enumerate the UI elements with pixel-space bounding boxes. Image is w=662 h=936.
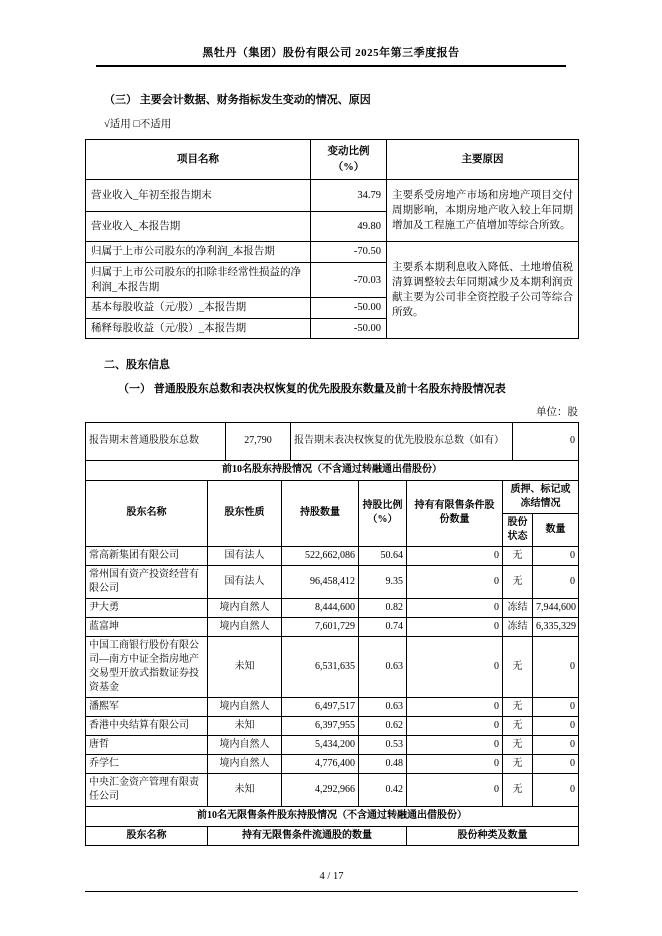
col-header-nature: 股东性质: [208, 480, 282, 546]
cell-qty: 7,944,600: [533, 598, 579, 617]
cell-status: 无: [503, 716, 533, 735]
cell-nature: 境内自然人: [208, 754, 282, 773]
col-header-unrestricted-name: 股东名称: [86, 826, 208, 845]
table-row: [86, 565, 579, 598]
cell-qty: 0: [533, 546, 579, 565]
cell-restricted: 0: [407, 636, 503, 697]
cell-ratio: 0.62: [359, 716, 407, 735]
cell-nature: 未知: [208, 716, 282, 735]
cell-ratio: -70.03: [311, 263, 387, 298]
col-header-shares: 持股数量: [282, 480, 359, 546]
cell-shareholder-name: 潘熙军: [86, 697, 208, 716]
cell-restricted: 0: [407, 773, 503, 806]
section-change-heading: （三） 主要会计数据、财务指标发生变动的情况、原因: [104, 94, 371, 106]
cell-restricted: 0: [407, 697, 503, 716]
table-row: [86, 598, 579, 617]
cell-ratio: 0.74: [359, 617, 407, 636]
table-row: [86, 180, 579, 212]
unrestricted-title-row: [86, 806, 579, 826]
cell-shares: 6,531,635: [282, 636, 359, 697]
cell-ratio: 0.42: [359, 773, 407, 806]
cell-qty: 0: [533, 735, 579, 754]
change-table: [85, 139, 579, 339]
top10-header-row: [86, 480, 579, 513]
table-row: [86, 242, 579, 263]
cell-shares: 6,497,517: [282, 697, 359, 716]
cell-reason-revenue: 主要系受房地产市场和房地产项目交付周期影响，本期房地产收入较上年同期增加及工程施工产值增加等综合所致。: [387, 180, 579, 242]
cell-restricted: 0: [407, 565, 503, 598]
cell-ratio: -70.50: [311, 242, 387, 263]
cell-status: 无: [503, 773, 533, 806]
top10-title: 前10名股东持股情况（不含通过转融通出借股份）: [86, 460, 579, 480]
cell-shareholder-name: 常高新集团有限公司: [86, 546, 208, 565]
unrestricted-header-row: [86, 826, 579, 845]
cell-restricted: 0: [407, 735, 503, 754]
col-header-share-type: 股份种类及数量: [407, 826, 579, 845]
summary-row: [86, 422, 579, 460]
cell-shareholder-name: 中国工商银行股份有限公司—南方中证全指房地产交易型开放式指数证券投资基金: [86, 636, 208, 697]
cell-item: 稀释每股收益（元/股）_本报告期: [86, 318, 311, 338]
cell-ratio: -50.00: [311, 298, 387, 318]
cell-qty: 0: [533, 716, 579, 735]
cell-item: 基本每股收益（元/股）_本报告期: [86, 298, 311, 318]
cell-status: 无: [503, 565, 533, 598]
cell-shareholder-name: 蓝富坤: [86, 617, 208, 636]
cell-ratio: 49.80: [311, 212, 387, 242]
cell-nature: 境内自然人: [208, 697, 282, 716]
cell-qty: 6,335,329: [533, 617, 579, 636]
cell-restricted: 0: [407, 716, 503, 735]
col-header-restricted: 持有有限售条件股份数量: [407, 480, 503, 546]
cell-nature: 境内自然人: [208, 617, 282, 636]
cell-restricted: 0: [407, 546, 503, 565]
col-header-unrestricted-shares: 持有无限售条件流通股的数量: [208, 826, 407, 845]
cell-nature: 境内自然人: [208, 598, 282, 617]
table-row: [86, 735, 579, 754]
page-number: 4 / 17: [319, 871, 344, 882]
table-row: [86, 636, 579, 697]
cell-ratio: 0.63: [359, 697, 407, 716]
cell-qty: 0: [533, 773, 579, 806]
table-row: [86, 617, 579, 636]
cell-shareholder-name: 尹大勇: [86, 598, 208, 617]
col-header-shareholder-name: 股东名称: [86, 480, 208, 546]
cell-qty: 0: [533, 754, 579, 773]
col-header-qty: 数量: [533, 513, 579, 546]
cell-shares: 96,458,412: [282, 565, 359, 598]
shareholders-subheading: （一） 普通股股东总数和表决权恢复的优先股股东数量及前十名股东持股情况表: [118, 382, 506, 395]
report-header-title: 黑牡丹（集团）股份有限公司 2025年第三季度报告: [96, 44, 566, 67]
cell-item: 营业收入_本报告期: [86, 212, 311, 242]
cell-status: 无: [503, 546, 533, 565]
cell-ratio: 0.48: [359, 754, 407, 773]
cell-status: 无: [503, 697, 533, 716]
change-table-header-row: [86, 140, 579, 180]
cell-item: 归属于上市公司股东的扣除非经常性损益的净利润_本报告期: [86, 263, 311, 298]
cell-item: 营业收入_年初至报告期末: [86, 180, 311, 212]
col-header-reason: 主要原因: [387, 140, 579, 180]
preferred-shareholders-label: 报告期末表决权恢复的优先股股东总数（如有）: [291, 422, 513, 460]
cell-nature: 境内自然人: [208, 735, 282, 754]
cell-status: 冻结: [503, 617, 533, 636]
cell-nature: 国有法人: [208, 565, 282, 598]
cell-status: 冻结: [503, 598, 533, 617]
applicability-note: √适用 □不适用: [104, 119, 172, 130]
shareholder-summary-table: [85, 422, 579, 461]
common-shareholders-label: 报告期末普通股股东总数: [86, 422, 226, 460]
cell-shareholder-name: 唐哲: [86, 735, 208, 754]
cell-qty: 0: [533, 565, 579, 598]
cell-ratio: 34.79: [311, 180, 387, 212]
cell-shares: 6,397,955: [282, 716, 359, 735]
col-header-item: 项目名称: [86, 140, 311, 180]
cell-shares: 522,662,086: [282, 546, 359, 565]
table-row: [86, 697, 579, 716]
top10-title-row: [86, 460, 579, 480]
col-header-ratio: 变动比例（%）: [311, 140, 387, 180]
table-row: [86, 716, 579, 735]
cell-restricted: 0: [407, 617, 503, 636]
cell-shareholder-name: 香港中央结算有限公司: [86, 716, 208, 735]
preferred-shareholders-value: 0: [513, 422, 579, 460]
unrestricted-title: 前10名无限售条件股东持股情况（不含通过转融通出借股份）: [86, 806, 579, 826]
page-footer: [85, 871, 578, 892]
cell-nature: 未知: [208, 636, 282, 697]
common-shareholders-value: 27,790: [226, 422, 291, 460]
cell-status: 无: [503, 735, 533, 754]
cell-ratio: 0.63: [359, 636, 407, 697]
cell-restricted: 0: [407, 754, 503, 773]
cell-shares: 4,292,966: [282, 773, 359, 806]
cell-status: 无: [503, 754, 533, 773]
cell-ratio: 50.64: [359, 546, 407, 565]
cell-shares: 5,434,200: [282, 735, 359, 754]
cell-nature: 国有法人: [208, 546, 282, 565]
cell-qty: 0: [533, 697, 579, 716]
cell-shareholder-name: 乔学仁: [86, 754, 208, 773]
table-row: [86, 546, 579, 565]
cell-item: 归属于上市公司股东的净利润_本报告期: [86, 242, 311, 263]
table-row: [86, 754, 579, 773]
cell-restricted: 0: [407, 598, 503, 617]
col-header-ratio: 持股比例（%）: [359, 480, 407, 546]
unit-label: 单位：股: [536, 406, 578, 418]
col-header-pledge-group: 质押、标记或冻结情况: [503, 480, 579, 513]
cell-shares: 8,444,600: [282, 598, 359, 617]
cell-shares: 4,776,400: [282, 754, 359, 773]
top10-shareholders-table: [85, 460, 579, 846]
cell-qty: 0: [533, 636, 579, 697]
cell-shareholder-name: 中央汇金资产管理有限责任公司: [86, 773, 208, 806]
col-header-status: 股份状态: [503, 513, 533, 546]
shareholders-heading: 二、股东信息: [104, 358, 170, 371]
cell-status: 无: [503, 636, 533, 697]
cell-nature: 未知: [208, 773, 282, 806]
table-row: [86, 773, 579, 806]
cell-shareholder-name: 常州国有资产投资经营有限公司: [86, 565, 208, 598]
cell-ratio: -50.00: [311, 318, 387, 338]
cell-ratio: 0.53: [359, 735, 407, 754]
cell-ratio: 9.35: [359, 565, 407, 598]
cell-shares: 7,601,729: [282, 617, 359, 636]
cell-ratio: 0.82: [359, 598, 407, 617]
cell-reason-profit: 主要系本期利息收入降低、土地增值税清算调整较去年同期减少及本期利润贡献主要为公司非全资控股子公司等综合所致。: [387, 242, 579, 339]
